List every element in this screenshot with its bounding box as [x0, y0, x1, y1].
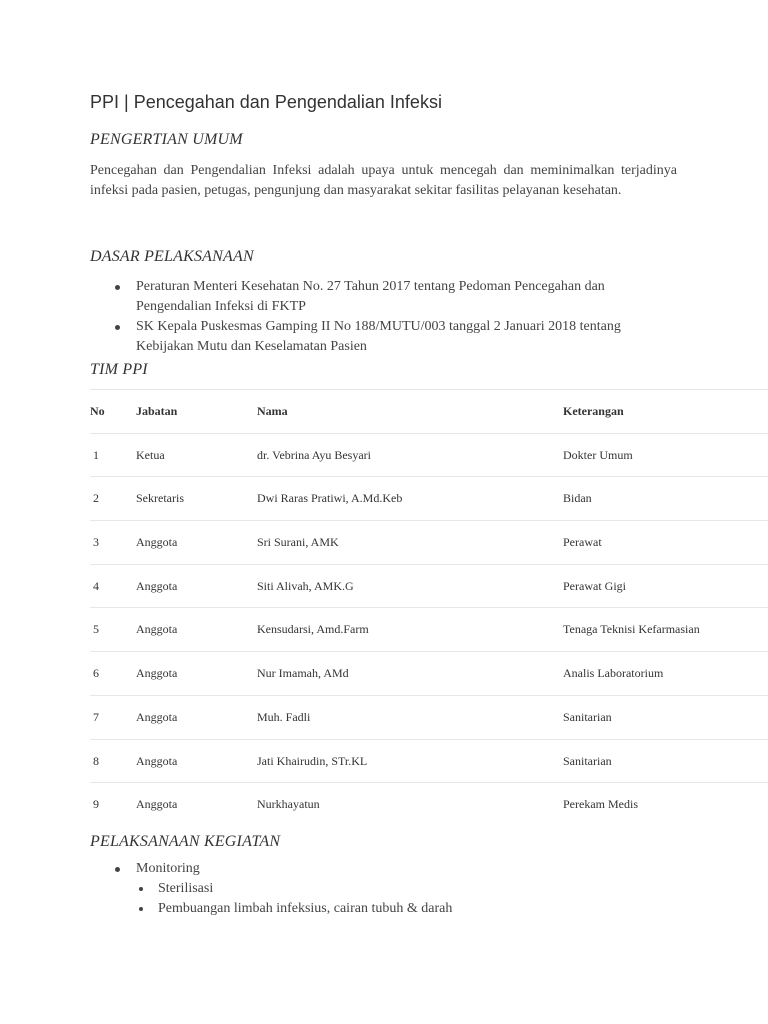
heading-dasar-pelaksanaan: DASAR PELAKSANAAN — [90, 248, 254, 265]
table-row — [90, 782, 768, 826]
kegiatan-list — [112, 859, 672, 919]
cell-nama: Siti Alivah, AMK.G — [257, 578, 354, 593]
cell-keterangan: Bidan — [563, 491, 592, 506]
heading-pelaksanaan-kegiatan: PELAKSANAAN KEGIATAN — [90, 833, 281, 850]
cell-no: 8 — [93, 753, 99, 768]
table-row — [90, 651, 768, 695]
cell-nama: Sri Surani, AMK — [257, 535, 339, 550]
list-item: SK Kepala Puskesmas Gamping II No 188/MUTU/003 tanggal 2 Januari 2018 tentang Kebijakan Mutu dan Keselamatan Pasien — [112, 317, 672, 357]
cell-nama: Kensudarsi, Amd.Farm — [257, 622, 369, 637]
cell-keterangan: Analis Laboratorium — [563, 666, 664, 681]
cell-jabatan: Anggota — [136, 578, 178, 593]
column-header-jabatan: Jabatan — [136, 404, 178, 418]
cell-nama: Nurkhayatun — [257, 797, 320, 812]
cell-nama: Dwi Raras Pratiwi, A.Md.Keb — [257, 491, 403, 506]
table-row — [90, 476, 768, 520]
cell-jabatan: Anggota — [136, 753, 178, 768]
cell-jabatan: Sekretaris — [136, 491, 184, 506]
list-item-label: Monitoring — [136, 861, 200, 876]
cell-keterangan: Tenaga Teknisi Kefarmasian — [563, 622, 700, 637]
cell-jabatan: Anggota — [136, 709, 178, 724]
cell-jabatan: Anggota — [136, 666, 178, 681]
cell-no: 4 — [93, 578, 99, 593]
cell-keterangan: Sanitarian — [563, 753, 612, 768]
sublist-item: Pembuangan limbah infeksius, cairan tubuh & darah — [136, 899, 696, 919]
heading-tim-ppi: TIM PPI — [90, 361, 148, 378]
cell-keterangan: Sanitarian — [563, 709, 612, 724]
cell-no: 9 — [93, 797, 99, 812]
cell-no: 1 — [93, 447, 99, 462]
dasar-list — [112, 277, 672, 357]
table-row — [90, 520, 768, 564]
sublist-item: Sterilisasi — [136, 879, 696, 899]
pengertian-paragraph: Pencegahan dan Pengendalian Infeksi adalah upaya untuk mencegah dan meminimalkan terjadinya infeksi pada pasien, petugas, pengunjung dan masyarakat sekitar fasilitas pelayanan kesehatan. — [90, 163, 677, 198]
kegiatan-sublist — [136, 879, 696, 919]
heading-pengertian-umum: PENGERTIAN UMUM — [90, 131, 243, 148]
cell-no: 5 — [93, 622, 99, 637]
cell-keterangan: Dokter Umum — [563, 447, 633, 462]
cell-no: 7 — [93, 709, 99, 724]
tim-ppi-table — [90, 389, 768, 826]
table-row — [90, 739, 768, 783]
cell-jabatan: Anggota — [136, 797, 178, 812]
column-header-keterangan: Keterangan — [563, 404, 624, 418]
table-row — [90, 695, 768, 739]
cell-nama: dr. Vebrina Ayu Besyari — [257, 447, 371, 462]
cell-jabatan: Anggota — [136, 535, 178, 550]
list-item: Peraturan Menteri Kesehatan No. 27 Tahun 2017 tentang Pedoman Pencegahan dan Pengendalian Infeksi di FKTP — [112, 277, 672, 317]
page-title: PPI | Pencegahan dan Pengendalian Infeksi — [90, 92, 442, 112]
column-header-nama: Nama — [257, 404, 288, 418]
cell-jabatan: Ketua — [136, 447, 165, 462]
cell-no: 3 — [93, 535, 99, 550]
column-header-no: No — [90, 404, 105, 418]
list-item — [112, 859, 672, 919]
cell-keterangan: Perawat — [563, 535, 602, 550]
cell-keterangan: Perawat Gigi — [563, 578, 626, 593]
table-row — [90, 564, 768, 608]
cell-nama: Jati Khairudin, STr.KL — [257, 753, 368, 768]
cell-keterangan: Perekam Medis — [563, 797, 638, 812]
table-row — [90, 433, 768, 477]
cell-nama: Nur Imamah, AMd — [257, 666, 349, 681]
table-header-row — [90, 389, 768, 433]
cell-jabatan: Anggota — [136, 622, 178, 637]
cell-nama: Muh. Fadli — [257, 709, 311, 724]
table-row — [90, 607, 768, 651]
cell-no: 6 — [93, 666, 99, 681]
cell-no: 2 — [93, 491, 99, 506]
